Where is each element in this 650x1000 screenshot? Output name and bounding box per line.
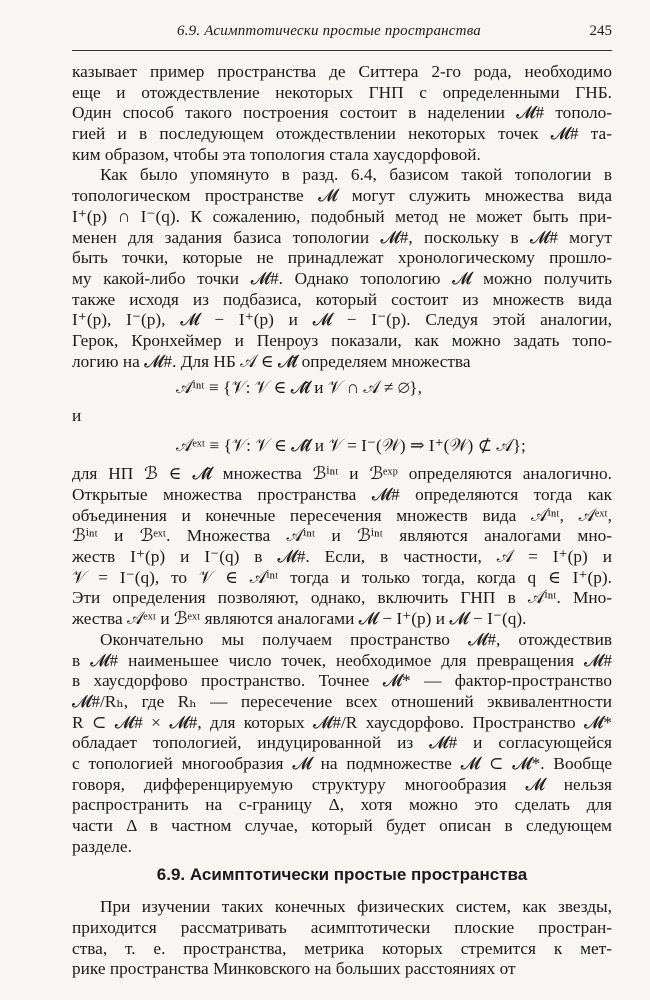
- text-line: логию на 𝓜#. Для НБ 𝒜 ∈ 𝓜̌ определяем множества: [72, 351, 471, 371]
- text-line: Один способ такого построения состоит в наделении 𝓜# тополо-: [72, 103, 612, 123]
- text-line: для НП ℬ ∈ 𝓜̂ множества ℬⁱⁿᵗ и ℬᵉˣᵖ определяются аналогично.: [72, 464, 612, 484]
- text-line: I⁺(p) ∩ I⁻(q). К сожалению, подобный метод не может быть при-: [72, 206, 612, 226]
- text-line: му какой-либо точки 𝓜#. Однако топологию 𝓜 можно получить: [72, 268, 612, 288]
- text-line: в хаусдорфово пространство. Точнее 𝓜* — фактор-пространство: [72, 671, 612, 691]
- text-line: Открытые множества пространства 𝓜# определяются тогда как: [72, 485, 612, 504]
- paragraph-group-3: [72, 897, 612, 980]
- formula-a-int: [72, 372, 612, 406]
- and-word: и: [72, 406, 82, 426]
- paragraph: [72, 165, 612, 372]
- text-line: Эти определения позволяют, однако, включить ГНП в 𝒜ⁱⁿᵗ. Мно-: [72, 588, 612, 608]
- text-line: топологическом пространстве 𝓜 могут служить множества вида: [72, 186, 612, 206]
- text-line: жеств I⁺(p) и I⁻(q) в 𝓜#. Если, в частности, 𝒜 = I⁺(p) и: [72, 547, 612, 567]
- text-line: жества 𝒜ᵉˣᵗ и ℬᵉˣᵗ являются аналогами 𝓜 − I⁺(p) и 𝓜 − I⁻(q).: [72, 609, 527, 629]
- page-number: 245: [589, 23, 612, 39]
- text-line: обладает топологией, индуцированной из 𝓜# и согласующейся: [72, 733, 612, 753]
- text-line: рике пространства Минковского на больших расстояниях от: [72, 959, 516, 979]
- text-line: говоря, дифференцируемую структуру многообразия 𝓜 нельзя: [72, 774, 612, 794]
- text-line: 𝓜#/Rₕ, где Rₕ — пересечение всех отношений эквивалентности: [72, 691, 612, 711]
- text-line: гией и в последующем отождествлении некоторых точек 𝓜# та-: [72, 124, 612, 144]
- paragraph-group-1: [72, 62, 612, 372]
- paragraph: [72, 630, 612, 858]
- header-rule: [72, 50, 612, 51]
- text-line: объединения и конечные пересечения множеств вида 𝒜ⁱⁿᵗ, 𝒜ᵉˣᵗ,: [72, 505, 612, 525]
- text-line: быть точки, которые не принадлежат хронологическому прошло-: [72, 248, 612, 268]
- text-line: разделе.: [72, 836, 132, 856]
- text-line: Герок, Кронхеймер и Пенроуз показали, как можно задать топо-: [72, 330, 612, 350]
- text-line: казывает пример пространства де Ситтера 2-го рода, необходимо: [72, 62, 612, 81]
- text-line: Как было упомянуто в разд. 6.4, базисом такой топологии в: [100, 165, 612, 185]
- paragraph: [72, 62, 612, 165]
- text-line: Окончательно мы получаем пространство 𝓜#, отождествив: [100, 629, 612, 649]
- paragraph-group-2: [72, 464, 612, 857]
- text-line: в 𝓜# наименьшее число точек, необходимое для превращения 𝓜#: [72, 650, 612, 670]
- text-line: менен для задания базиса топологии 𝓜#, поскольку в 𝓜# могут: [72, 227, 612, 247]
- text-line: распространить на c-границу Δ, хотя можно это сделать для: [72, 795, 612, 815]
- text-line: R ⊂ 𝓜# × 𝓜#, для которых 𝓜#/R хаусдорфово. Пространство 𝓜*: [72, 712, 612, 732]
- text-line: ким образом, чтобы эта топология стала хаусдорфовой.: [72, 144, 481, 164]
- page-body: [72, 62, 612, 980]
- text-line: ℬⁱⁿᵗ и ℬᵉˣᵗ. Множества 𝒜ⁱⁿᵗ и ℬⁱⁿᵗ являются аналогами мно-: [72, 526, 612, 546]
- text-line: части Δ в частном случае, который будет описан в следующем: [72, 816, 612, 835]
- text-line: также исходя из подбазиса, который состоит из множеств вида: [72, 289, 612, 309]
- paragraph: [72, 464, 612, 630]
- text-line: приходится рассматривать асимптотически плоские простран-: [72, 918, 612, 938]
- running-title: 6.9. Асимптотически простые пространства: [177, 23, 482, 39]
- section-heading: 6.9. Асимптотически простые пространства: [156, 865, 528, 885]
- formula-a-int-text: 𝒜ⁱⁿᵗ ≡ {𝒱: 𝒱 ∈ 𝓜̂ и 𝒱 ∩ 𝒜 ≠ ∅},: [176, 378, 422, 398]
- formula-a-ext: [72, 430, 612, 464]
- text-line: с топологией многообразия 𝓜 на подмножестве 𝓜 ⊂ 𝓜*. Вообще: [72, 753, 612, 773]
- text-line: еще и отождествление некоторых ГНП с определенными ГНБ.: [72, 82, 612, 102]
- paragraph: [72, 897, 612, 980]
- formula-a-ext-text: 𝒜ᵉˣᵗ ≡ {𝒱: 𝒱 ∈ 𝓜̂ и 𝒱 = I⁻(𝒲) ⇒ I⁺(𝒲) ⊄ 𝒜};: [176, 436, 526, 456]
- text-line: При изучении таких конечных физических систем, как звезды,: [100, 897, 612, 917]
- text-line: ства, т. е. пространства, метрика которых стремится к мет-: [72, 938, 612, 958]
- text-line: 𝒱 = I⁻(q), то 𝒱 ∈ 𝒜ⁱⁿᵗ тогда и только тогда, когда q ∈ I⁺(p).: [72, 567, 612, 587]
- text-line: I⁺(p), I⁻(p), 𝓜 − I⁺(p) и 𝓜 − I⁻(p). Следуя этой аналогии,: [72, 310, 612, 330]
- page-header: [72, 20, 612, 46]
